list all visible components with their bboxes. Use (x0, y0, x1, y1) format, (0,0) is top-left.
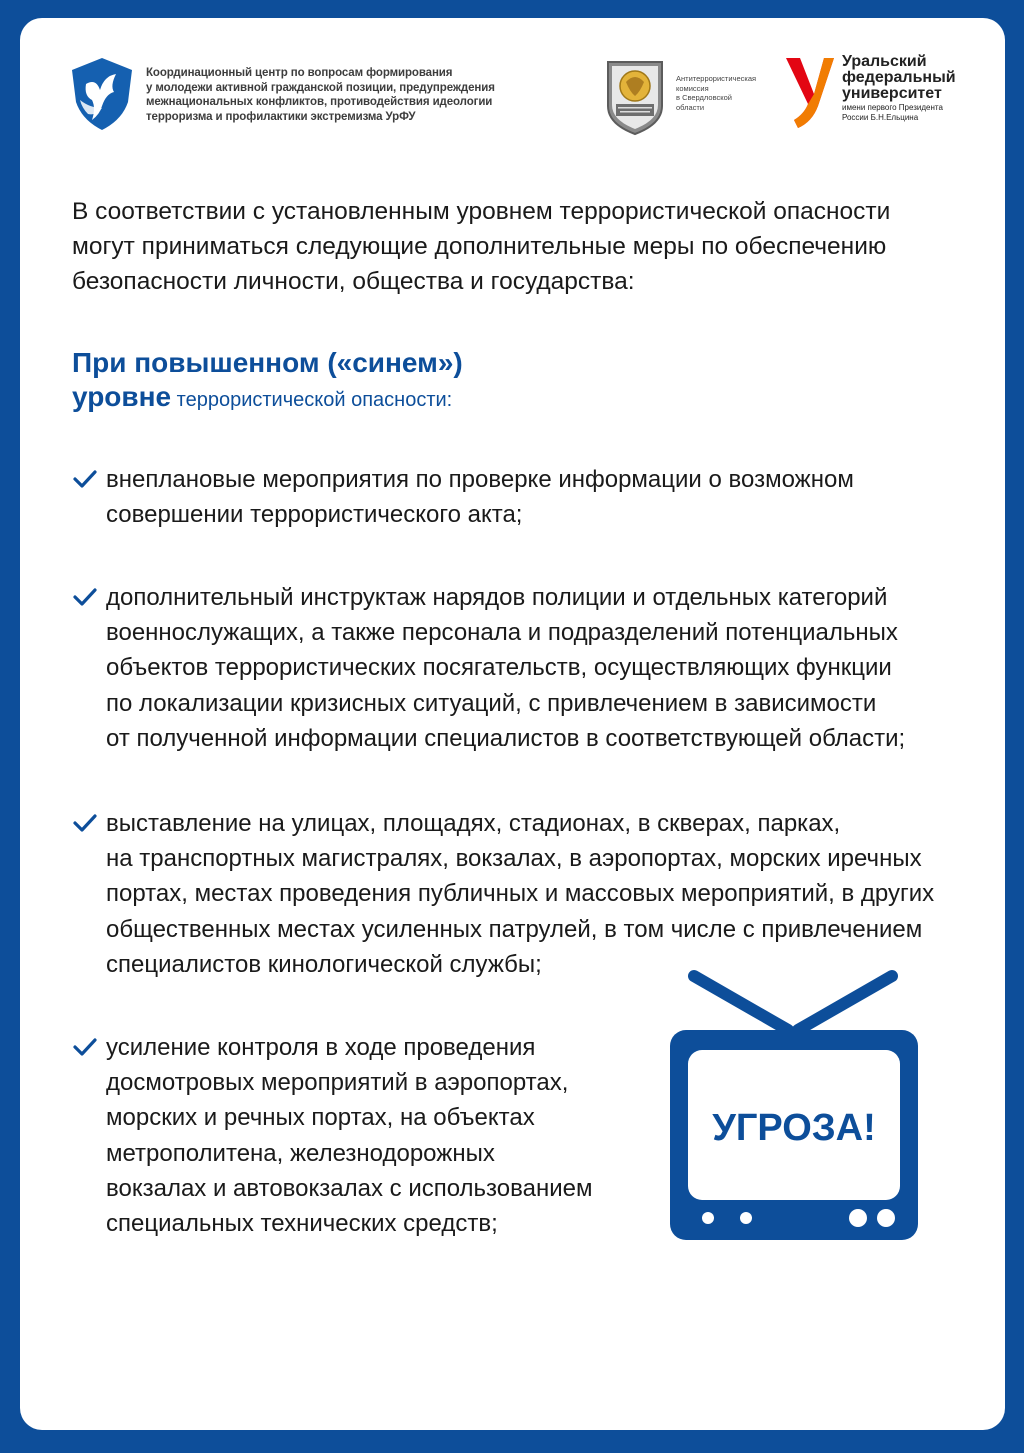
list-item-text (106, 462, 854, 532)
shield-dove-icon (70, 56, 134, 132)
list-item-line: морских и речных портах, на объектах (106, 1104, 535, 1132)
list-item-text (106, 1030, 592, 1241)
list-item-line: дополнительный инструктаж нарядов полиции и отдельных категорий (106, 584, 888, 611)
center-name-line: терроризма и профилактики экстремизма УрФУ (146, 110, 416, 123)
list-item-line: вокзалах и автовокзалах с использованием (106, 1174, 593, 1202)
university-name (842, 54, 956, 122)
heading-line-2 (72, 380, 463, 417)
university-name-line: университет (842, 85, 942, 102)
commission-line: области (676, 102, 705, 112)
list-item-line: общественных местах усиленных патрулей, в том числе с привлечением (106, 915, 923, 943)
check-icon (72, 586, 98, 608)
center-name-line: межнациональных конфликтов, противодействия идеологии (146, 96, 493, 108)
intro-line: В соответствии с установленным уровнем террористической опасности (72, 198, 891, 225)
list-item-line: портах, местах проведения публичных и массовых мероприятий, в других (106, 880, 935, 908)
intro-paragraph (72, 194, 932, 299)
university-subtitle-line: имени первого Президента (842, 103, 943, 112)
list-item-line: досмотровых мероприятий в аэропортах, (106, 1069, 569, 1097)
list-item-line: совершении террористического акта; (106, 501, 523, 529)
university-name-line: федеральный (842, 69, 956, 86)
heading-level-subtitle: террористической опасности: (171, 389, 453, 411)
list-item-line: на транспортных магистралях, вокзалах, в аэропортах, морских иречных (106, 845, 922, 873)
heading-level-word: уровне (72, 381, 172, 412)
tv-icon (668, 968, 920, 1243)
threat-level-heading (72, 346, 463, 417)
list-item-line: выставление на улицах, площадях, стадионах, в скверах, парках, (106, 810, 841, 837)
list-item-line: объектов террористических посягательств, осуществляющих функции (106, 654, 892, 682)
list-item-line: от полученной информации специалистов в соответствующей области; (106, 724, 906, 752)
coat-of-arms-icon (604, 56, 666, 136)
list-item-text (106, 806, 934, 982)
list-item-line: внеплановые мероприятия по проверке информации о возможном (106, 466, 854, 493)
coordination-center-name (146, 66, 591, 124)
heading-line-1: При повышенном («синем») (72, 347, 463, 378)
center-name-line: Координационный центр по вопросам формирования (146, 67, 453, 79)
center-name-line: у молодежи активной гражданской позиции, предупреждения (146, 81, 495, 94)
list-item-line: по локализации кризисных ситуаций, с привлечением в зависимости (106, 689, 877, 717)
list-item-line: специальных технических средств; (106, 1210, 498, 1238)
tv-screen-text: УГРОЗА! (712, 1107, 876, 1149)
check-icon (72, 812, 98, 834)
check-icon (72, 1036, 98, 1058)
list-item-text (106, 580, 905, 756)
university-name-line: Уральский (842, 53, 927, 70)
commission-line: Антитеррористическая (676, 74, 757, 83)
list-item-line: усиление контроля в ходе проведения (106, 1034, 536, 1061)
list-item-line: специалистов кинологической службы; (106, 950, 542, 978)
list-item-line: метрополитена, железнодорожных (106, 1139, 495, 1167)
intro-line: безопасности личности, общества и государства: (72, 268, 635, 295)
commission-line: в Свердловской (676, 93, 732, 102)
commission-name (676, 74, 786, 112)
page-sheet (20, 18, 1005, 1430)
check-icon (72, 468, 98, 490)
university-subtitle-line: России Б.Н.Ельцина (842, 113, 919, 122)
urfu-logo-icon (784, 54, 836, 132)
commission-line: комиссия (676, 83, 709, 93)
list-item-line: военнослужащих, а также персонала и подразделений потенциальных (106, 619, 898, 647)
intro-line: могут приниматься следующие дополнительные меры по обеспечению (72, 233, 887, 260)
